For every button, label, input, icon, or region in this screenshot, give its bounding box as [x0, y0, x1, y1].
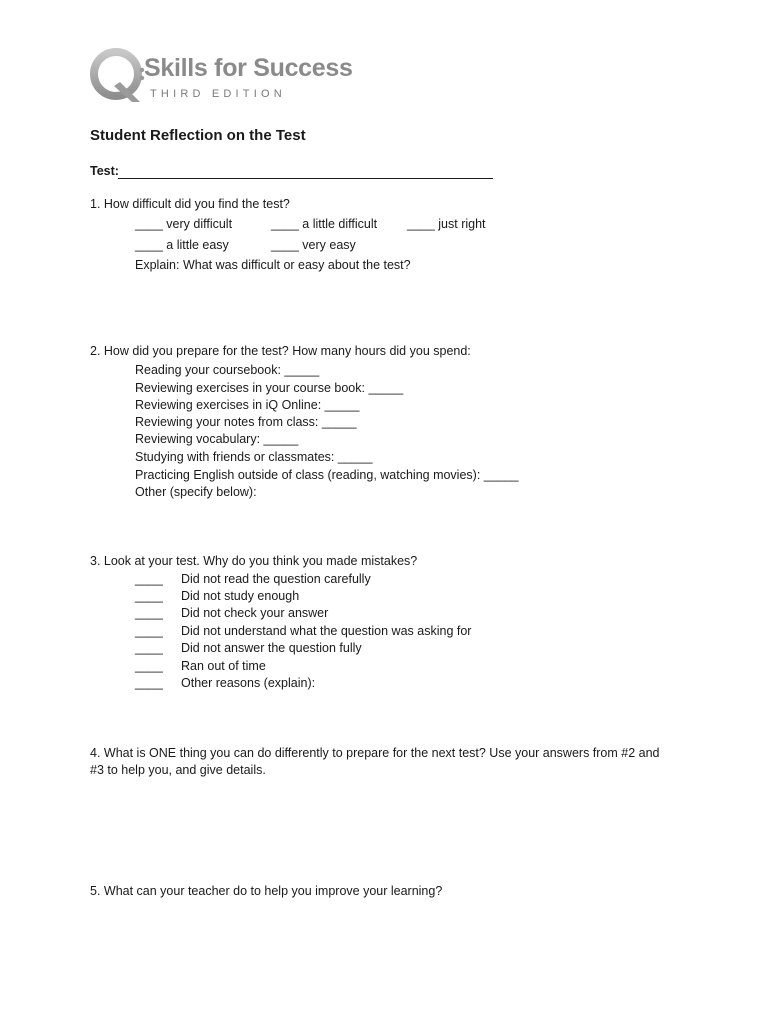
q3-reason: Ran out of time [181, 659, 266, 673]
q1-option-very-easy[interactable]: ____ very easy [271, 238, 356, 252]
q3-reason: Did not check your answer [181, 606, 329, 620]
q3-reason: Did not read the question carefully [181, 572, 371, 586]
q3-blank[interactable]: ____ [135, 589, 163, 603]
question-5: 5. What can your teacher do to help you improve your learning? [90, 884, 443, 898]
q1-option-little-easy[interactable]: ____ a little easy [135, 238, 229, 252]
q1-option-very-difficult[interactable]: ____ very difficult [135, 217, 233, 231]
logo-title: Skills for Success [144, 54, 353, 82]
test-label: Test: [90, 164, 119, 178]
q3-blank[interactable]: ____ [135, 659, 163, 673]
q3-blank[interactable]: ____ [135, 641, 163, 655]
question-1: 1. How difficult did you find the test? [90, 197, 290, 211]
question-4-line-1: 4. What is ONE thing you can do differently to prepare for the next test? Use your answers from #2 and [90, 746, 660, 760]
page-title: Student Reflection on the Test [90, 127, 306, 144]
q3-reason: Did not answer the question fully [181, 641, 362, 655]
q3-reason: Other reasons (explain): [181, 676, 316, 690]
q-logo-mark-icon [90, 48, 146, 104]
q1-explain: Explain: What was difficult or easy about the test? [135, 258, 411, 272]
q3-blank[interactable]: ____ [135, 676, 163, 690]
q2-item[interactable]: Practicing English outside of class (reading, watching movies): _____ [135, 468, 519, 482]
q3-blank[interactable]: ____ [135, 624, 163, 638]
q2-item[interactable]: Reading your coursebook: _____ [135, 363, 320, 377]
q2-item[interactable]: Reviewing exercises in your course book: _____ [135, 381, 404, 395]
q2-item[interactable]: Other (specify below): [135, 485, 257, 499]
q3-reason: Did not understand what the question was asking for [181, 624, 472, 638]
test-field[interactable] [90, 164, 119, 178]
question-3: 3. Look at your test. Why do you think you made mistakes? [90, 554, 418, 568]
q2-item[interactable]: Reviewing exercises in iQ Online: _____ [135, 398, 360, 412]
question-2: 2. How did you prepare for the test? How many hours did you spend: [90, 344, 471, 358]
logo [90, 48, 353, 106]
question-4-line-2: #3 to help you, and give details. [90, 763, 266, 777]
q2-item[interactable]: Reviewing vocabulary: _____ [135, 432, 299, 446]
q2-item[interactable]: Studying with friends or classmates: _____ [135, 450, 373, 464]
test-blank-line[interactable] [118, 178, 493, 179]
q1-option-just-right[interactable]: ____ just right [407, 217, 486, 231]
q2-item[interactable]: Reviewing your notes from class: _____ [135, 415, 357, 429]
q3-reason: Did not study enough [181, 589, 300, 603]
logo-edition: THIRD EDITION [150, 88, 286, 100]
q1-option-little-difficult[interactable]: ____ a little difficult [271, 217, 378, 231]
q3-blank[interactable]: ____ [135, 606, 163, 620]
q3-blank[interactable]: ____ [135, 572, 163, 586]
